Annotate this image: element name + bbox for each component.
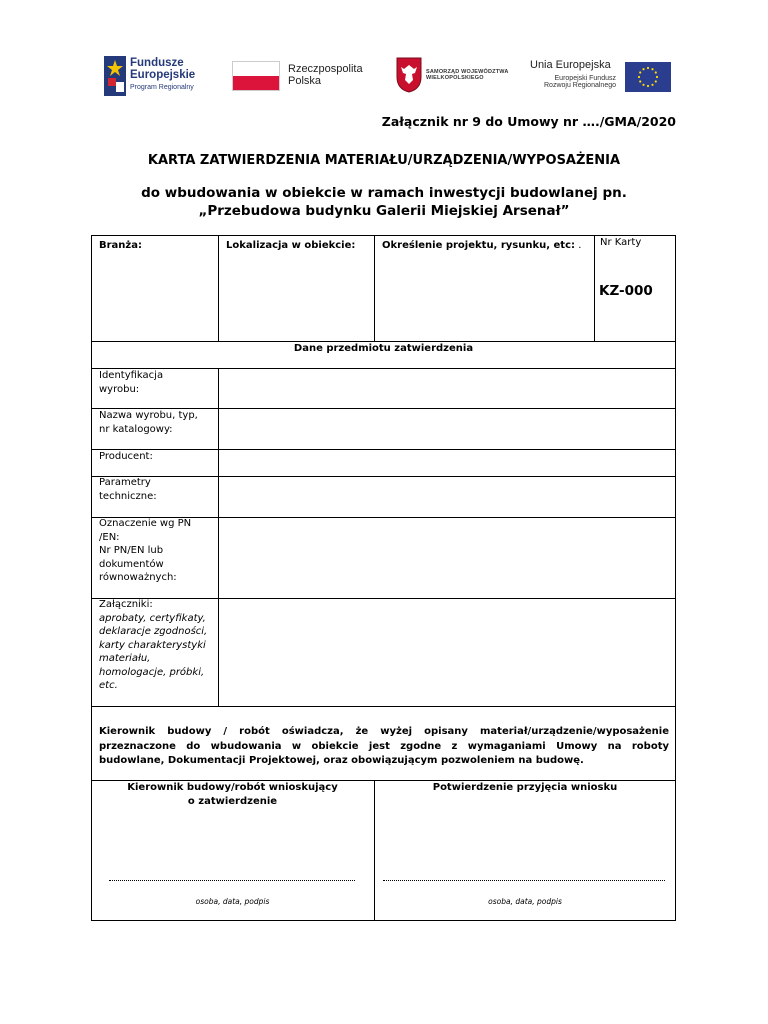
oznaczenie-line1: Oznaczenie wg PN xyxy=(99,518,192,529)
identyfikacja-line2: wyrobu: xyxy=(99,383,140,395)
right-signature-title: Potwierdzenie przyjęcia wniosku xyxy=(432,782,618,793)
zalaczniki-item-3: karty charakterystyki xyxy=(99,639,206,651)
lokalizacja-value[interactable] xyxy=(222,255,372,337)
page-subtitle xyxy=(0,184,768,220)
logo-fundusze-europejskie xyxy=(104,56,214,96)
oznaczenie-label xyxy=(99,517,214,585)
right-signature-line[interactable] xyxy=(383,880,665,881)
parametry-line2: techniczne: xyxy=(99,490,157,502)
zalaczniki-label xyxy=(99,598,217,693)
identyfikacja-line1: Identyfikacja xyxy=(99,370,164,381)
identyfikacja-input[interactable] xyxy=(219,369,675,408)
oznaczenie-line3: Nr PN/EN lub xyxy=(99,545,164,556)
polish-flag-icon xyxy=(232,61,280,91)
eu-star-icon xyxy=(639,80,641,82)
fundusze-europejskie-emblem xyxy=(104,56,126,96)
eu-flag-icon xyxy=(625,62,671,92)
nazwa-line1: Nazwa wyrobu, typ, xyxy=(99,410,198,421)
rzeczpospolita-line1: Rzeczpospolita xyxy=(288,63,363,75)
wielkopolska-coat-of-arms-icon xyxy=(396,57,422,93)
page-title: KARTA ZATWIERDZENIA MATERIAŁU/URZĄDZENIA/WYPOSAŻENIA xyxy=(147,153,621,168)
branza-value[interactable] xyxy=(95,255,215,337)
oznaczenie-line2: /EN: xyxy=(99,531,120,543)
eu-star-icon xyxy=(638,76,640,78)
nr-karty-label: Nr Karty xyxy=(600,237,642,248)
declaration-text xyxy=(99,725,669,769)
eu-star-icon xyxy=(642,84,644,86)
producent-label: Producent: xyxy=(99,451,153,462)
zalaczniki-item-1: aprobaty, certyfikaty, xyxy=(99,612,206,624)
nazwa-input[interactable] xyxy=(219,409,675,448)
eu-star-icon xyxy=(655,71,657,73)
left-signature-title-line1: Kierownik budowy/robót wnioskujący xyxy=(127,782,338,793)
eu-star-icon xyxy=(651,68,653,70)
eu-star-icon xyxy=(655,80,657,82)
branza-label: Branża: xyxy=(99,240,142,251)
parametry-line1: Parametry xyxy=(99,477,151,488)
oznaczenie-line4: dokumentów xyxy=(99,558,164,570)
nazwa-label xyxy=(99,409,214,436)
okreslenie-label xyxy=(382,239,581,253)
lokalizacja-label: Lokalizacja w obiekcie: xyxy=(226,240,356,251)
logo-unia-europejska xyxy=(530,58,672,96)
samorzad-line1: SAMORZĄD WOJEWÓDZTWA xyxy=(426,69,509,75)
approval-form-table xyxy=(91,235,676,921)
logo-rzeczpospolita-polska xyxy=(232,61,372,93)
eu-star-icon xyxy=(642,68,644,70)
fundusze-line2: Europejskie xyxy=(130,69,196,82)
ue-line3: Rozwoju Regionalnego xyxy=(544,81,616,89)
left-signature-title xyxy=(91,781,374,808)
identyfikacja-label xyxy=(99,369,214,396)
rzeczpospolita-line2: Polska xyxy=(288,74,322,87)
declaration-line3: budowlane, Dokumentacji Projektowej, oraz obowiązującym pozwoleniem na budowę. xyxy=(99,755,584,766)
subtitle-line2: „Przebudowa budynku Galerii Miejskiej Arsenał” xyxy=(198,203,570,219)
ue-line1: Unia Europejska xyxy=(530,59,611,71)
annex-reference: Załącznik nr 9 do Umowy nr …./GMA/2020 xyxy=(381,114,676,129)
left-signature-line[interactable] xyxy=(109,880,355,881)
producent-input[interactable] xyxy=(219,450,675,475)
declaration-line2: przeznaczone do wbudowania w obiekcie jest zgodne z wymaganiami Umowy na roboty xyxy=(99,740,669,752)
okreslenie-label-suffix: . xyxy=(578,240,582,251)
oznaczenie-line5: równoważnych: xyxy=(99,572,177,583)
parametry-input[interactable] xyxy=(219,477,675,516)
ue-line2: Europejski Fundusz xyxy=(554,74,616,82)
eu-star-icon xyxy=(639,71,641,73)
zalaczniki-item-6: etc. xyxy=(99,680,118,691)
right-signature-caption: osoba, data, podpis xyxy=(488,897,562,906)
nr-karty-value: KZ-000 xyxy=(599,283,653,299)
declaration-line1: Kierownik budowy / robót oświadcza, że wyżej opisany materiał/urządzenie/wyposażenie xyxy=(99,726,669,737)
subtitle-line1: do wbudowania w obiekcie w ramach inwestycji budowlanej pn. xyxy=(141,185,627,201)
nazwa-line2: nr katalogowy: xyxy=(99,423,173,435)
eu-star-icon xyxy=(651,84,653,86)
eu-star-icon xyxy=(647,85,649,87)
zalaczniki-item-5: homologacje, próbki, xyxy=(99,666,205,678)
eu-star-icon xyxy=(656,76,658,78)
zalaczniki-item-4: materiału, xyxy=(99,653,151,664)
zalaczniki-input[interactable] xyxy=(219,599,675,706)
okreslenie-value[interactable] xyxy=(378,255,590,337)
zalaczniki-title: Załączniki: xyxy=(99,599,153,610)
oznaczenie-input[interactable] xyxy=(219,518,675,598)
samorzad-line2: WIELKOPOLSKIEGO xyxy=(426,74,484,81)
okreslenie-label-text: Określenie projektu, rysunku, etc: xyxy=(382,240,576,251)
section-title: Dane przedmiotu zatwierdzenia xyxy=(293,343,474,354)
zalaczniki-item-2: deklaracje zgodności, xyxy=(99,626,208,637)
left-signature-caption: osoba, data, podpis xyxy=(195,897,270,906)
parametry-label xyxy=(99,476,214,503)
left-signature-title-line2: o zatwierdzenie xyxy=(187,795,278,807)
fundusze-line1: Fundusze xyxy=(130,57,184,69)
eu-star-icon xyxy=(647,67,649,69)
logo-samorzad-wielkopolski xyxy=(396,57,511,95)
fundusze-line3: Program Regionalny xyxy=(130,84,194,92)
